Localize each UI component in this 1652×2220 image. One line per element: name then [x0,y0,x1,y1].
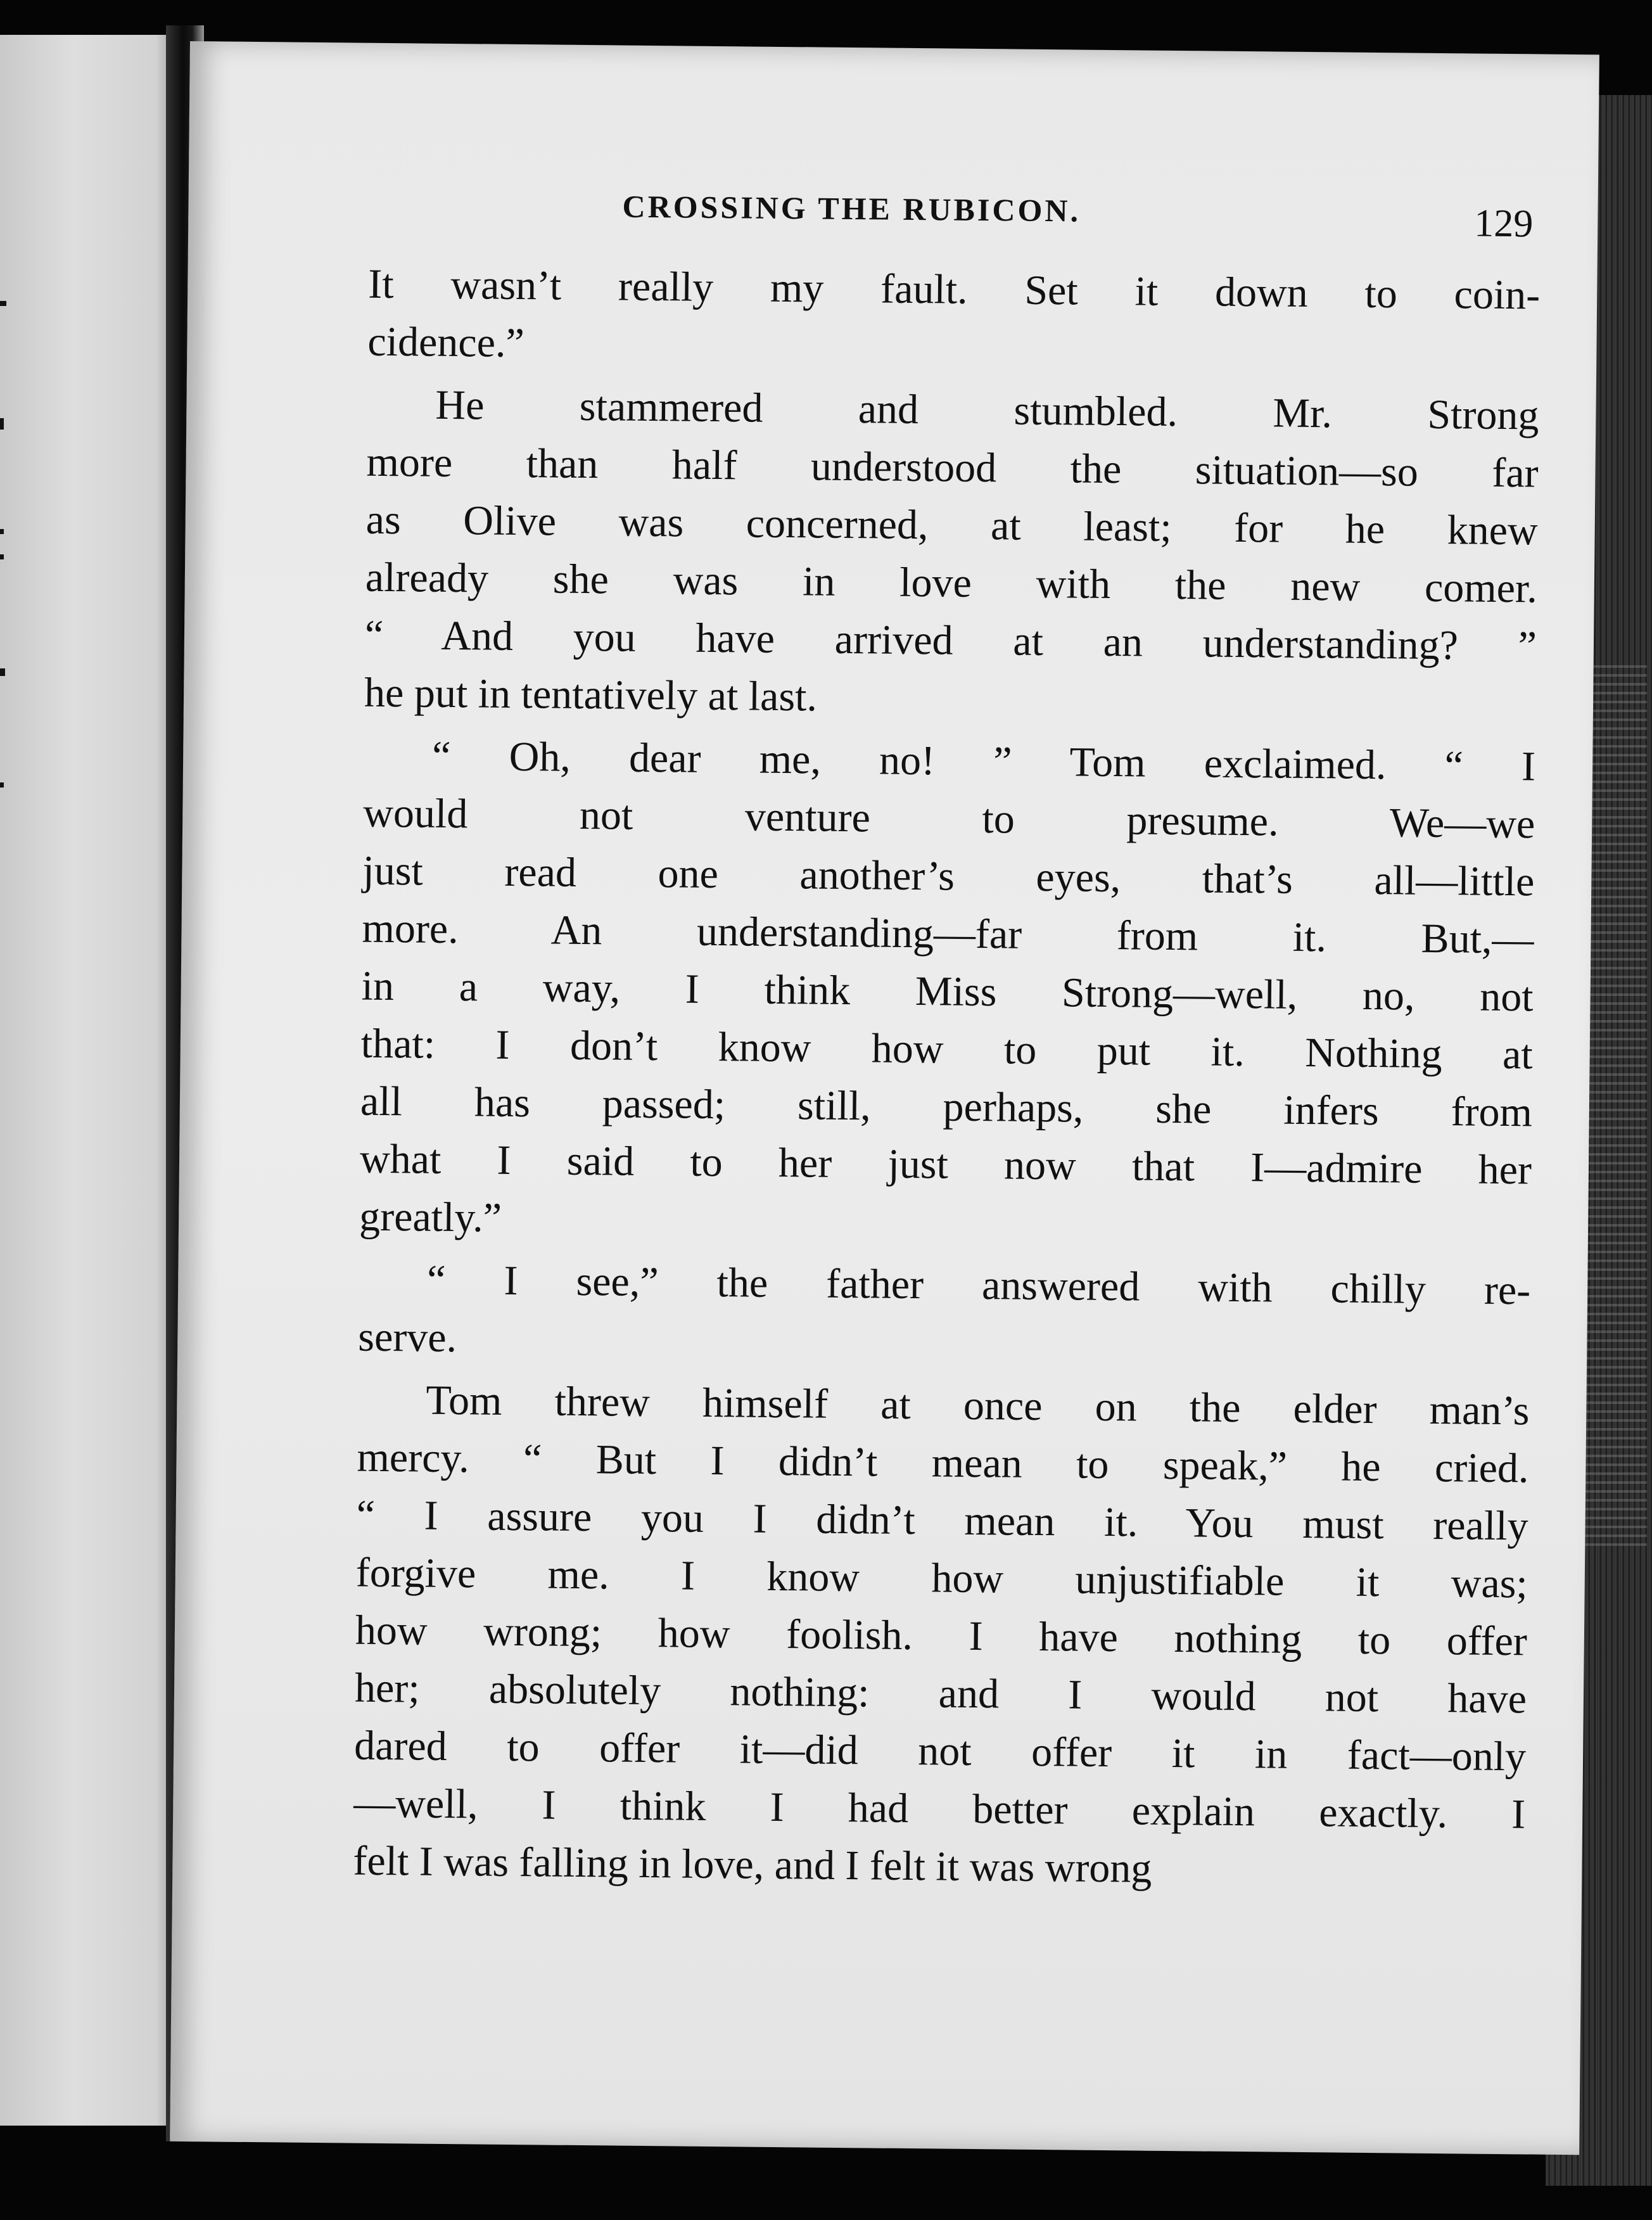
text-line: as Olive was concerned, at least; for he knew [365,496,1539,554]
text-line: cidence.” [367,318,525,367]
text-fragment [0,418,4,430]
text-line: greatly.” [359,1193,502,1241]
text-line: in a way, I think Miss Strong—well, no, not [361,962,1534,1021]
text-line: forgive me. I know how unjustifiable it was; [355,1549,1528,1607]
text-line: He stammered and stumbled. Mr. Strong [435,381,1539,439]
text-line: mercy. “ But I didn’t mean to speak,” he cried. [357,1434,1529,1492]
body-text [353,255,1541,1901]
running-head-title: CROSSING THE RUBICON. [622,188,1081,229]
paragraph [367,255,1541,382]
text-fragment [0,668,5,676]
text-line: that: I don’t know how to put it. Nothing at [360,1020,1534,1078]
text-line: what I said to her just now that I—admire her [359,1135,1532,1194]
text-line: “ I assure you I didn’t mean it. You must really [356,1491,1528,1550]
text-line: “ Oh, dear me, no! ” Tom exclaimed. “ I [431,732,1536,790]
text-line: already she was in love with the new comer. [365,554,1538,612]
paragraph [353,1371,1530,1901]
text-line: just read one another’s eyes, that’s all—little [362,847,1535,905]
text-fragment [0,301,6,306]
text-line: felt I was falling in love, and I felt it was wrong [353,1837,1152,1892]
text-line: It wasn’t really my fault. Set it down to coin- [367,260,1541,319]
text-fragment [0,529,4,534]
text-line: he put in tentatively at last. [364,669,818,720]
text-line: —well, I think I had better explain exactly. I [353,1780,1526,1838]
text-line: would not venture to presume. We—we [362,789,1535,848]
text-line: dared to offer it—did not offer it in fact—only [353,1722,1527,1780]
text-line: all has passed; still, perhaps, she infers from [360,1078,1533,1136]
text-line: her; absolutely nothing: and I would not have [354,1664,1527,1723]
page-content [353,186,1541,1901]
page-number: 129 [1474,201,1534,246]
text-line: “ I see,” the father answered with chilly re- [426,1256,1531,1314]
facing-page-left [0,35,184,2126]
book-page [170,41,1599,2155]
text-line: Tom threw himself at once on the elder man’s [426,1377,1530,1434]
paragraph [359,727,1536,1257]
text-line: “ And you have arrived at an understanding? ” [364,611,1537,670]
text-fragment [0,554,4,559]
paragraph [364,376,1539,733]
running-head [369,186,1541,267]
text-fragment [0,782,4,788]
text-line: more than half understood the situation—so far [366,438,1539,497]
text-line: how wrong; how foolish. I have nothing to offer [355,1607,1528,1665]
text-line: more. An understanding—far from it. But,— [362,905,1534,963]
facing-page-text-fragments [0,35,184,2126]
text-line: serve. [358,1313,457,1362]
paragraph [358,1251,1531,1377]
